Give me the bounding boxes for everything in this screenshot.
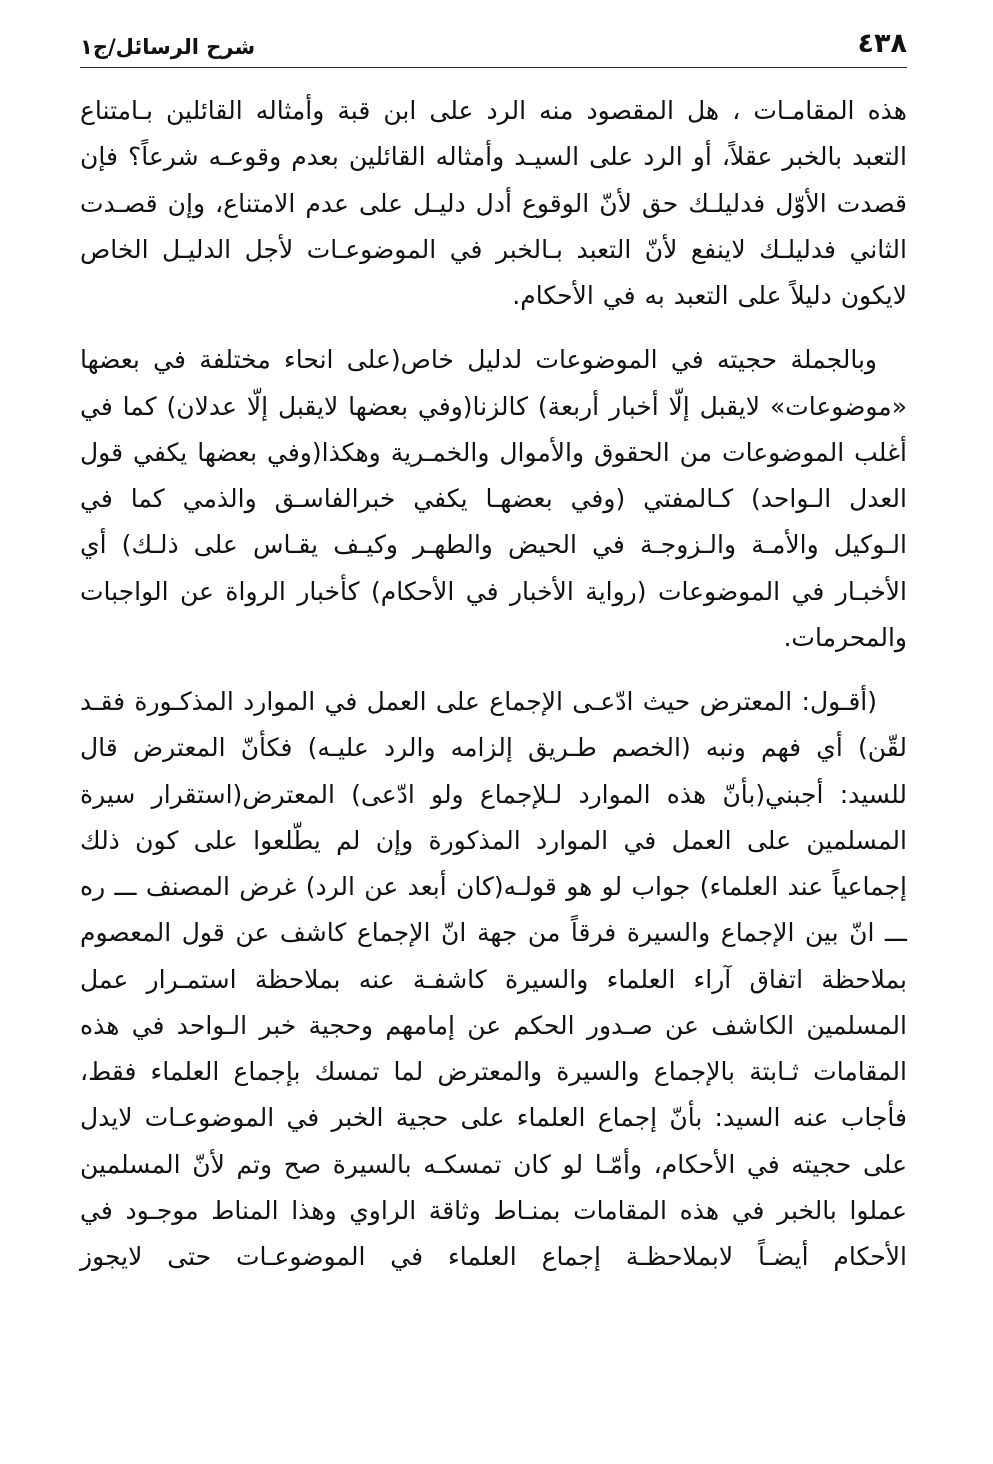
paragraph: (أقـول: المعترض حيث ادّعـى الإجماع على العمل في الموارد المذكـورة فقـد لقّن) أي فهم ونبه (الخصم طـريق إلزامه والرد عليـه) فكأنّ المعترض قال للسيد: أجبني(بأنّ هذه الموارد لـلإجماع ولو ادّعى) المعترض(استقرار سيرة المسلمين على العمل في الموارد المذكورة وإن لم يطّلعوا على كون ذلك إجماعياً عند العلماء) جواب لو هو قولـه(كان أبعد عن الرد) غرض المصنف ـــ ره ـــ انّ بين الإجماع والسيرة فرقاً من جهة انّ الإجماع كاشف عن قول المعصوم بملاحظة اتفاق آراء العلماء والسيرة كاشفـة عنه بملاحظة استمـرار عمل المسلمين الكاشف عن صـدور الحكم عن إمامهم وحجية خبر الـواحد في هذه المقامات ثـابتة بالإجماع والسيرة والمعترض لما تمسك بإجماع العلماء فقط، فأجاب عنه السيد: بأنّ إجماع العلماء على حجية الخبر في الموضوعـات لايدل على حجيته في الأحكام، وأمّـا لو كان تمسكـه بالسيرة صح وتم لأنّ المسلمين عملوا بالخبر في هذه المقامات بمنـاط وثاقة الراوي وهذا المناط موجـود في الأحكام أيضـاً لابملاحظـة إجماع العلماء في الموضوعـات حتى لايجوز [80,687,907,1271]
paragraph: هذه المقامـات ، هل المقصود منه الرد على ابن قبة وأمثاله القائلين بـامتناع التعبد بالخبر عقلاً، أو الرد على السيـد وأمثاله القائلين بعدم وقوعـه شرعاً؟ فإن قصدت الأوّل فدليلـك حق لأنّ الوقوع أدل دليـل على عدم الامتناع، وإن قصـدت الثاني فدليلـك لاينفع لأنّ التعبد بـالخبر في الموضوعـات لأجل الدليـل الخاص لايكون دليلاً على التعبد به في الأحكام. [80,96,907,310]
page-body [80,84,907,1280]
page-number: ٤٣٨ [857,28,907,59]
paragraph: وبالجملة حجيته في الموضوعات لدليل خاص(على انحاء مختلفة في بعضها «موضوعات» لايقبل إلّا أخبار أربعة) كالزنا(وفي بعضها لايقبل إلّا عدلان) كما في أغلب الموضوعات من الحقوق والأموال والخمـرية وهكذا(وفي بعضها يكفي قول العدل الـواحد) كـالمفتي (وفي بعضهـا يكفي خبرالفاسـق والذمي كما في الـوكيل والأمـة والـزوجـة في الحيض والطهـر وكيـف يقـاس على ذلـك) أي الأخبـار في الموضوعات (رواية الأخبار في الأحكام) كأخبار الرواة عن الواجبات والمحرمات. [80,345,907,652]
book-title: شرح الرسائل/ج١ [80,35,256,59]
page-header [80,28,907,68]
